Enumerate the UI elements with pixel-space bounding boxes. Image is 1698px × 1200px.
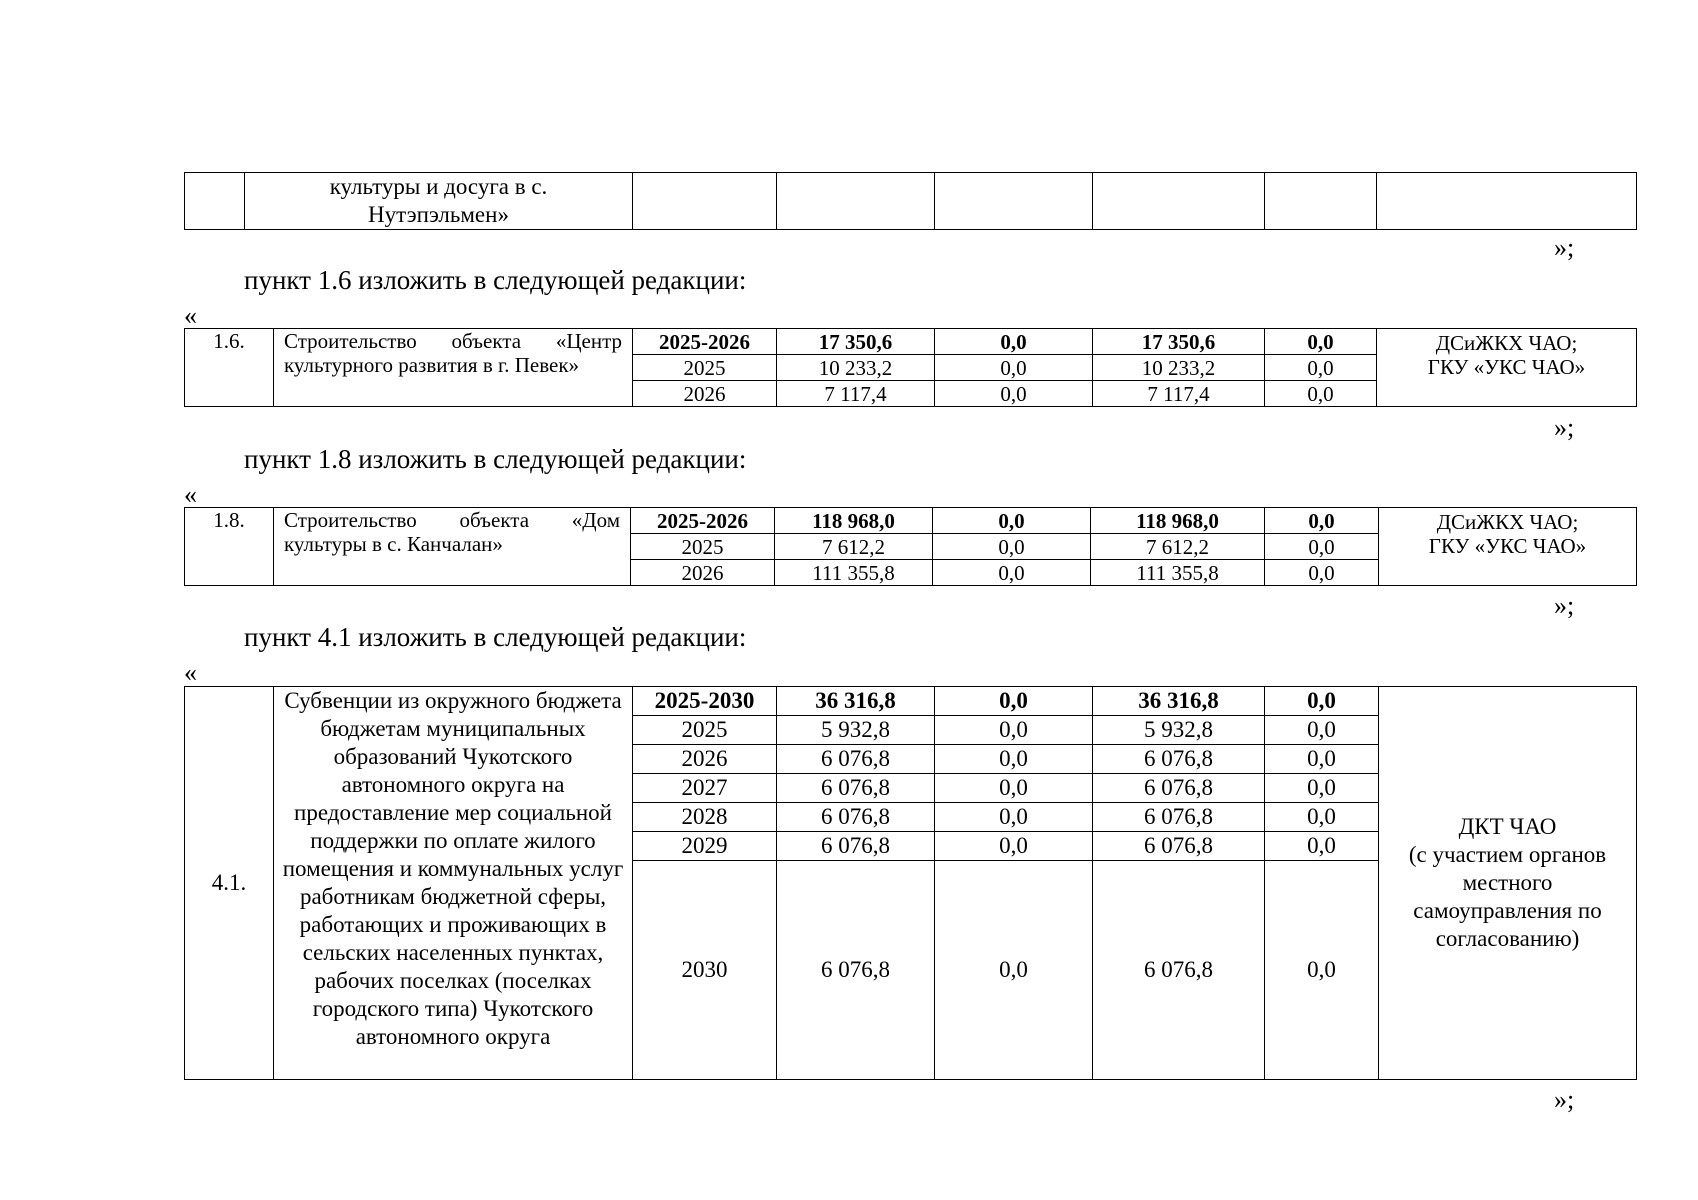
cell-c1: 0,0: [935, 355, 1093, 381]
cell-c3: 0,0: [1265, 803, 1379, 832]
section-1-6-table: [184, 328, 1637, 407]
top-num-cell: [185, 173, 245, 230]
top-desc-line-2: Нутэпэльмен»: [368, 202, 509, 227]
section-1-8-table: [184, 507, 1637, 586]
top-empty-cell: [935, 173, 1093, 230]
cell-period: 2030: [633, 861, 777, 1080]
cell-c1: 0,0: [933, 534, 1091, 560]
top-empty-cell: [1377, 173, 1637, 230]
section-1-8-close-quote: »;: [1554, 591, 1575, 620]
section-4-1-table: [184, 686, 1637, 1080]
section-4-1-intro: пункт 4.1 изложить в следующей редакции:: [244, 622, 747, 652]
cell-c3: 0,0: [1265, 560, 1379, 586]
cell-total: 10 233,2: [777, 355, 935, 381]
cell-period: 2027: [633, 774, 777, 803]
cell-c3: 0,0: [1265, 687, 1379, 716]
cell-total: 17 350,6: [777, 329, 935, 355]
executor-line: ГКУ «УКС ЧАО»: [1428, 534, 1587, 558]
cell-c1: 0,0: [933, 560, 1091, 586]
row-description: Субвенции из окружного бюджета бюджетам муниципальных образований Чукотского автономного округа на предоставление мер социальной поддержки по оплате жилого помещения и коммунальных услуг работникам бюджетной сферы, работающих и проживающих в сельских населенных пунктах, рабочих поселках (поселках городского типа) Чукотского автономного округа: [274, 687, 633, 1080]
row-number: 1.8.: [185, 508, 274, 586]
cell-total: 6 076,8: [777, 832, 935, 861]
cell-c1: 0,0: [935, 381, 1093, 407]
cell-c3: 0,0: [1265, 774, 1379, 803]
cell-c1: 0,0: [935, 687, 1093, 716]
top-empty-cell: [777, 173, 935, 230]
cell-total: 6 076,8: [777, 861, 935, 1080]
executor-line: (с участием органов: [1408, 842, 1607, 867]
cell-c2: 7 612,2: [1091, 534, 1265, 560]
cell-c1: 0,0: [935, 774, 1093, 803]
executor-line: согласованию): [1435, 926, 1580, 951]
section-4-1-close-quote: »;: [1554, 1085, 1575, 1114]
top-empty-cell: [633, 173, 777, 230]
cell-period: 2025-2026: [633, 329, 777, 355]
cell-c1: 0,0: [933, 508, 1091, 534]
cell-total: 111 355,8: [775, 560, 933, 586]
executor-line: ДСиЖКХ ЧАО;: [1436, 510, 1579, 534]
top-fragment-table: [184, 172, 1637, 230]
close-quote-top: »;: [1554, 233, 1575, 262]
cell-c2: 6 076,8: [1093, 832, 1265, 861]
cell-executor: [1379, 687, 1637, 1080]
section-1-6-open-quote: «: [184, 301, 197, 330]
cell-c2: 6 076,8: [1093, 745, 1265, 774]
cell-period: 2029: [633, 832, 777, 861]
cell-period: 2026: [631, 560, 775, 586]
cell-c2: 36 316,8: [1093, 687, 1265, 716]
cell-c3: 0,0: [1265, 861, 1379, 1080]
cell-c3: 0,0: [1265, 355, 1377, 381]
cell-period: 2026: [633, 381, 777, 407]
cell-c1: 0,0: [935, 832, 1093, 861]
cell-total: 6 076,8: [777, 774, 935, 803]
top-empty-cell: [1093, 173, 1265, 230]
cell-executor: [1379, 508, 1637, 586]
cell-c1: 0,0: [935, 329, 1093, 355]
cell-period: 2025: [633, 716, 777, 745]
section-1-6-intro: пункт 1.6 изложить в следующей редакции:: [244, 265, 747, 295]
section-1-6-close-quote: »;: [1554, 413, 1575, 442]
cell-period: 2025-2026: [631, 508, 775, 534]
cell-total: 7 117,4: [777, 381, 935, 407]
cell-c3: 0,0: [1265, 508, 1379, 534]
cell-period: 2025-2030: [633, 687, 777, 716]
executor-line: самоуправления по: [1413, 898, 1602, 923]
cell-c2: 6 076,8: [1093, 803, 1265, 832]
cell-c3: 0,0: [1265, 832, 1379, 861]
top-desc-cell: [245, 173, 633, 230]
cell-c3: 0,0: [1265, 534, 1379, 560]
cell-total: 7 612,2: [775, 534, 933, 560]
row-description: Строительство объекта «Дом культуры в с. Канчалан»: [274, 508, 631, 586]
cell-total: 6 076,8: [777, 745, 935, 774]
executor-line: ДСиЖКХ ЧАО;: [1435, 331, 1578, 355]
cell-total: 36 316,8: [777, 687, 935, 716]
cell-c2: 6 076,8: [1093, 861, 1265, 1080]
cell-total: 6 076,8: [777, 803, 935, 832]
executor-line: ГКУ «УКС ЧАО»: [1427, 355, 1586, 379]
cell-c2: 6 076,8: [1093, 774, 1265, 803]
top-desc-line-1: культуры и досуга в с.: [329, 174, 548, 199]
cell-c1: 0,0: [935, 716, 1093, 745]
row-number: 4.1.: [185, 687, 274, 1080]
cell-total: 118 968,0: [775, 508, 933, 534]
cell-executor: [1377, 329, 1637, 407]
cell-c2: 10 233,2: [1093, 355, 1265, 381]
cell-c3: 0,0: [1265, 745, 1379, 774]
cell-total: 5 932,8: [777, 716, 935, 745]
top-empty-cell: [1265, 173, 1377, 230]
cell-period: 2025: [631, 534, 775, 560]
section-1-8-intro: пункт 1.8 изложить в следующей редакции:: [244, 444, 747, 474]
row-description: Строительство объекта «Центр культурного развития в г. Певек»: [274, 329, 633, 407]
cell-c1: 0,0: [935, 745, 1093, 774]
cell-c2: 5 932,8: [1093, 716, 1265, 745]
cell-c3: 0,0: [1265, 381, 1377, 407]
row-number: 1.6.: [185, 329, 274, 407]
cell-c2: 111 355,8: [1091, 560, 1265, 586]
section-4-1-open-quote: «: [184, 658, 197, 687]
cell-period: 2026: [633, 745, 777, 774]
executor-line: местного: [1462, 870, 1553, 895]
cell-period: 2028: [633, 803, 777, 832]
executor-line: ДКТ ЧАО: [1458, 814, 1557, 839]
cell-c2: 118 968,0: [1091, 508, 1265, 534]
cell-c1: 0,0: [935, 803, 1093, 832]
cell-c2: 7 117,4: [1093, 381, 1265, 407]
cell-c1: 0,0: [935, 861, 1093, 1080]
section-1-8-open-quote: «: [184, 480, 197, 509]
cell-c3: 0,0: [1265, 329, 1377, 355]
cell-c3: 0,0: [1265, 716, 1379, 745]
cell-c2: 17 350,6: [1093, 329, 1265, 355]
cell-period: 2025: [633, 355, 777, 381]
